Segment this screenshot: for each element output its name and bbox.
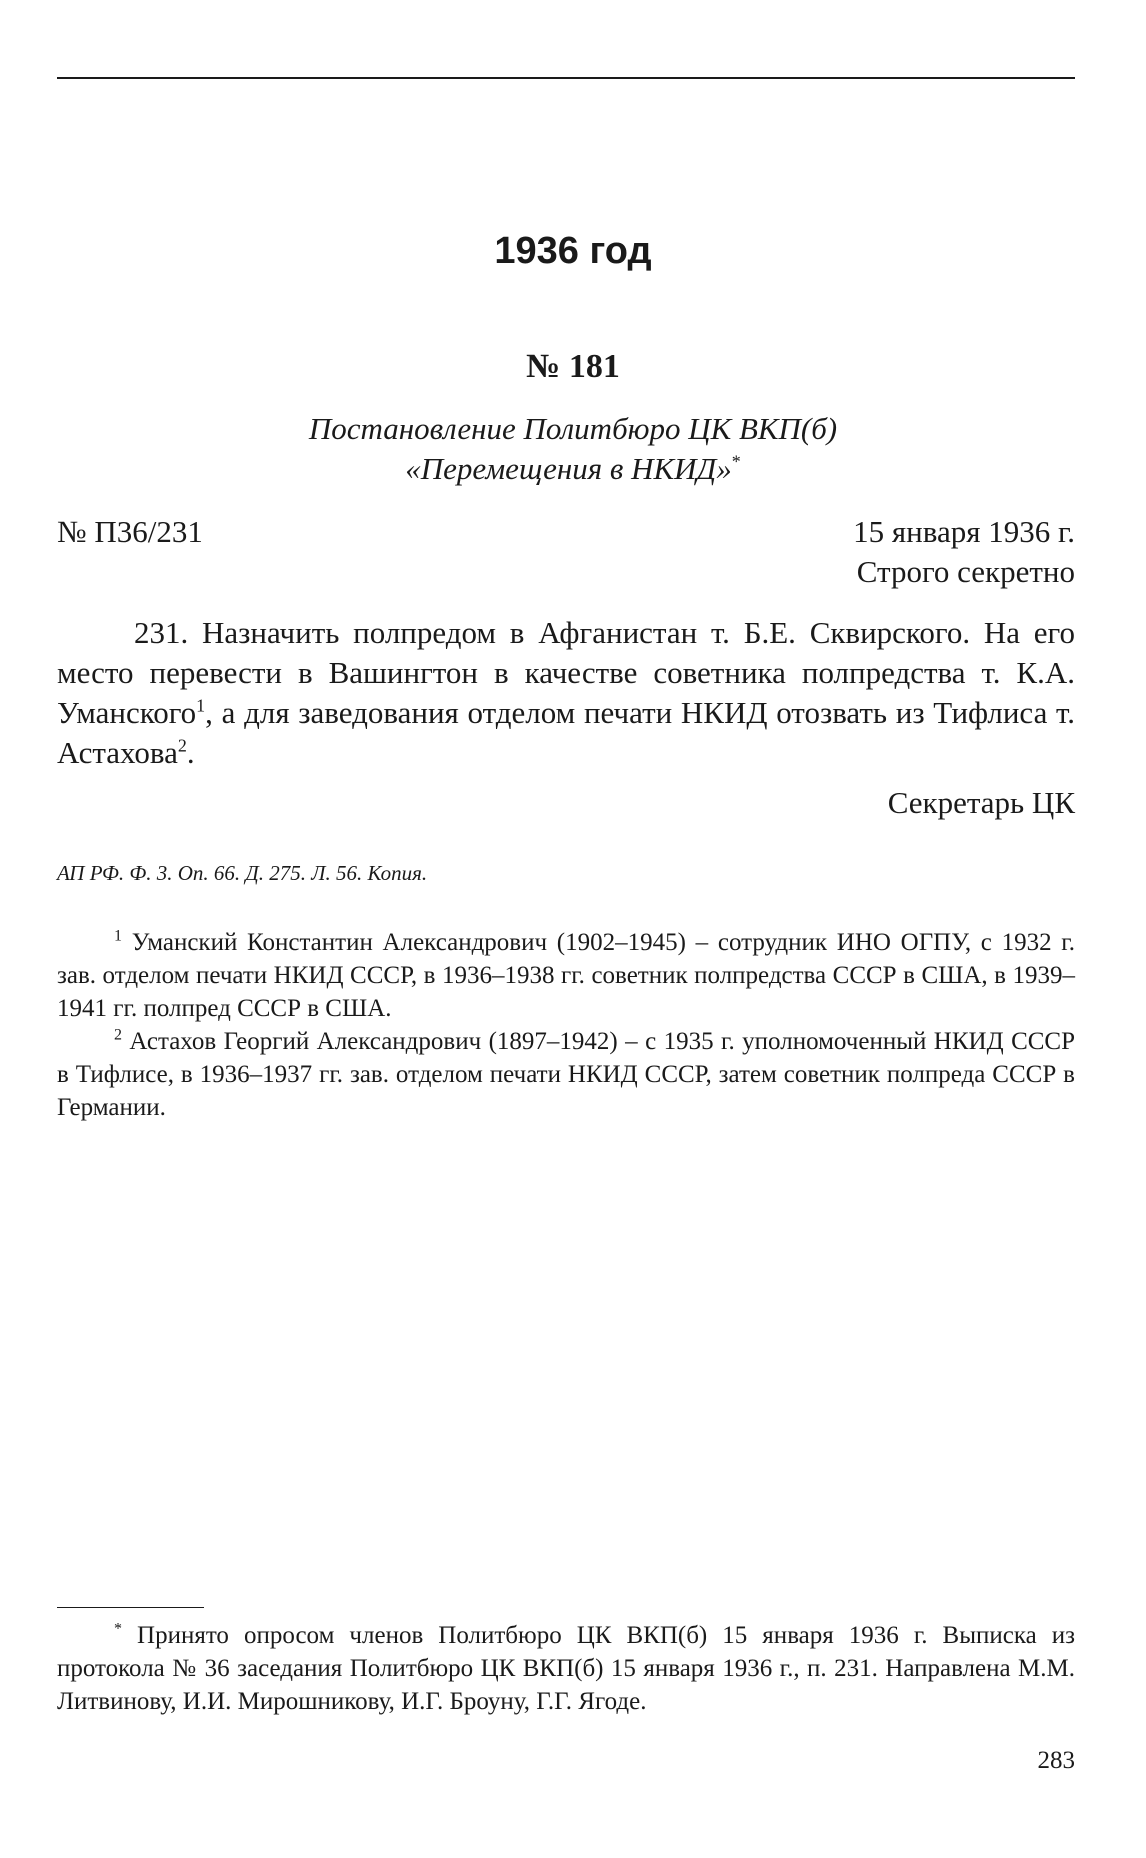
classification-label: Строго секретно — [856, 554, 1075, 589]
protocol-reference: № П36/231 — [57, 514, 203, 549]
note-reference-1: 1 — [196, 695, 206, 716]
note-reference-2: 2 — [177, 735, 187, 756]
footnote-text: Принято опросом членов Политбюро ЦК ВКП(б) 15 января 1936 г. Выписка из протокола № 36 заседания Политбюро ЦК ВКП(б) 15 января 1936 г., п. 231. Направлена М.М. Литвинову, И.И. Мирошникову, И.Г. Броуну, Г.Г. Ягоде. — [57, 1622, 1075, 1715]
note-1-text: Уманский Константин Александрович (1902–1945) – сотрудник ИНО ОГПУ, с 1932 г. зав. отделом печати НКИД СССР, в 1936–1938 гг. советник полпредства СССР в США, в 1939–1941 гг. полпред СССР в США. — [57, 929, 1075, 1022]
document-number: № 181 — [526, 348, 620, 385]
archive-reference: АП РФ. Ф. 3. Оп. 66. Д. 275. Л. 56. Копия. — [57, 861, 428, 885]
title-footnote-mark: * — [731, 451, 741, 472]
note-2-mark: 2 — [114, 1026, 122, 1044]
section-heading: 1936 год — [494, 230, 652, 272]
document-title-line-2: «Перемещения в НКИД» — [405, 451, 732, 486]
document-date: 15 января 1936 г. — [853, 514, 1075, 549]
note-1 — [57, 926, 1075, 1025]
footnote — [57, 1619, 1075, 1718]
document-title — [0, 409, 1146, 489]
note-2-text: Астахов Георгий Александрович (1897–1942) – с 1935 г. уполномоченный НКИД СССР в Тифлисе, в 1936–1937 гг. зав. отделом печати НКИД СССР, затем советник полпреда СССР в Германии. — [57, 1028, 1075, 1121]
page-number: 283 — [1037, 1747, 1075, 1774]
top-rule — [57, 77, 1075, 79]
resolution-text-part-3: . — [186, 735, 195, 770]
resolution-text-part-1: 231. Назначить полпредом в Афганистан т. Б.Е. Сквирского. На его место перевести в Вашингтон в качестве советника полпредства т. К.А. Уманского — [57, 615, 1075, 730]
signature: Секретарь ЦК — [887, 785, 1075, 820]
footnote-mark: * — [114, 1620, 122, 1638]
note-2 — [57, 1025, 1075, 1124]
footnote-rule — [57, 1607, 204, 1608]
resolution-text — [57, 613, 1075, 773]
document-meta — [853, 512, 1075, 592]
document-title-line-2-wrap — [0, 449, 1146, 489]
resolution-text-part-2: , а для заведования отделом печати НКИД отозвать из Тифлиса т. Астахова — [57, 695, 1075, 770]
note-1-mark: 1 — [114, 927, 122, 945]
document-title-line-1: Постановление Политбюро ЦК ВКП(б) — [308, 411, 838, 446]
